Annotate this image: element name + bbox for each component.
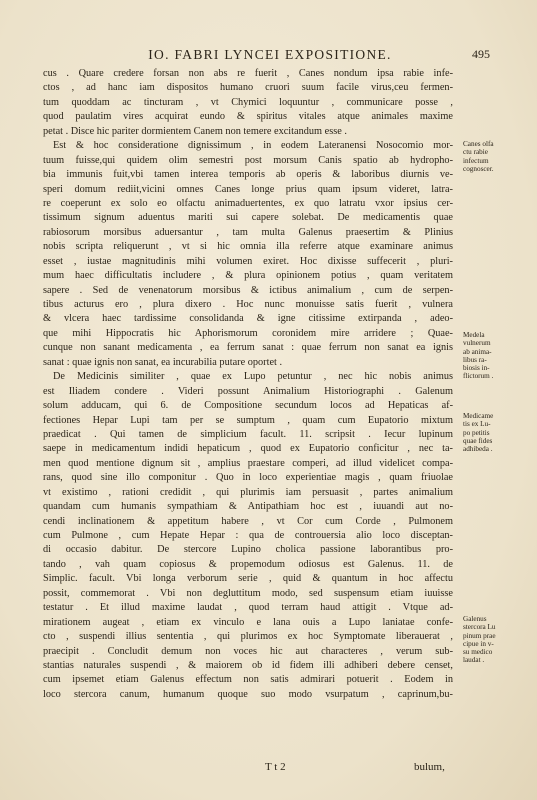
text-line: cum Pulmone , cum Hepate Hepar : qua de controuersia alio loco disceptan-: [43, 530, 453, 541]
margin-note-line: stercora Lu: [463, 623, 496, 632]
margin-note-medela: [463, 331, 533, 381]
text-line: possit, commemorat . Vbi non degluttitum modo, sed suspensum etiam iuuisse: [43, 587, 453, 599]
text-line: mirationem augeat , etiam ex vinculo e lana ouis a Lupo laniatae confe-: [43, 616, 453, 628]
main-text-block: [43, 67, 453, 702]
margin-note-line: cipue in v-: [463, 639, 494, 648]
text-line: cendi inclinationem & appetitum habere , vt Cor cum Corde , Pulmonem: [43, 515, 453, 527]
text-line: Simplic. facult. Vbi longa verborum serie , quid & quantum in hoc affectu: [43, 573, 453, 585]
text-line: De Medicinis similiter , quae ex Lupo petuntur , nec hic nobis animus: [53, 371, 453, 383]
margin-note-line: tis ex Lu-: [463, 420, 491, 429]
margin-note-line: pinum prae: [463, 631, 496, 640]
text-line: sapere . Sed de venenatorum morsibus & ictibus animalium , cum de serpen-: [43, 284, 453, 296]
margin-note-line: libus ra-: [463, 355, 487, 364]
page-number: 495: [472, 47, 490, 61]
text-line: saepe in medicamentum indidi hepaticum , quod ex Eupatorio conficitur , nec ta-: [43, 443, 453, 455]
text-line: fectiones Hepar Lupi tam per se sumptum , quam cum Eupatorio mixtum: [43, 414, 453, 426]
text-line: rans, quod sine illo componitur . Quo in loco experientiae magis , quam friuolae: [43, 472, 453, 484]
text-line: bia immunis fuit,vbi tamen interea temporis ab operis & laboribus diurnis ve-: [43, 169, 453, 181]
margin-note-line: biosis in-: [463, 364, 490, 373]
running-title: IO. FABRI LYNCEI EXPOSITIONE.: [148, 47, 392, 62]
margin-note-line: ctu rabie: [463, 148, 488, 157]
text-line: que mihi Hippocratis hic Aphorismorum coronidem mire arridere ; Quae-: [43, 327, 453, 339]
margin-note-line: quae fides: [463, 436, 493, 445]
text-line: tando , vah quam copiosus & propemodum odiosus est Galenus. 11. de: [43, 558, 453, 570]
text-line: nobis scripta reliquerunt , vt si hic omnia illa referre atque examinare animus: [43, 241, 453, 253]
text-line: tuum fuisse,qui quidem olim semestri post morsum Canis spatio ab hydropho-: [43, 154, 453, 166]
text-line: quandam cum humanis sympathiam & Antipathiam hoc est , iuuandi aut no-: [43, 501, 453, 513]
margin-note-line: su medico: [463, 648, 493, 657]
text-line: re coeperunt ex solo eo olfactu animaduertentes, ex quo latratu vxor ipsius cer-: [43, 197, 453, 209]
text-line: speri domum rediit,vicini omnes Canes longe prius quam ipsum videret, latra-: [43, 183, 453, 195]
margin-note-line: Medela: [463, 331, 485, 339]
text-line: vt existimo , rationi credidit , qui plurimis iam persuasit , partes animalium: [43, 486, 453, 498]
margin-note-line: laudat .: [463, 656, 485, 665]
text-line: quod paulatim vires acquirat eundo & spiritus vitales atque animales maxime: [43, 111, 453, 123]
text-line: stantias naturales suspendi , & maiorem ob id fidem illi adhiberi debere censet,: [43, 659, 453, 671]
text-line: cunque non sanant medicamenta , ea ferrum sanat : quae ferrum non sanat ea ignis: [43, 342, 453, 354]
text-line: cto , suspendi illius sententia , qui plurimos ex hoc Symptomate liberauerat ,: [43, 631, 453, 643]
text-line: men quod mentione dignum sit , amplius praestare comperi, ad illud videlicet compa-: [43, 457, 453, 469]
margin-note-line: Medicame: [463, 412, 494, 420]
text-line: mum haec difficultatis includere , & plura opinionem potius , quam veritatem: [43, 270, 453, 282]
margin-note-line: vulnerum: [463, 339, 491, 348]
margin-note-line: Canes olfa: [463, 140, 494, 148]
text-line: & vlcera haec tardissime consolidanda & igne citissime extirpanda , adeo-: [43, 313, 453, 325]
text-line: Est & hoc consideratione dignissimum , in eodem Lateranensi Nosocomio mor-: [53, 140, 453, 152]
text-line: rabiosorum morsibus aduersantur , tam multa Galenus praesertim & Plinius: [43, 226, 453, 238]
text-line: ctos , ad hanc iam dispositos humano cruori suum facile virus,ceu fermen-: [43, 82, 453, 94]
text-line: testatur . Et illud maxime laudat , quod terram haud attigit . Vtque ad-: [43, 602, 453, 614]
margin-note-line: po petitis: [463, 428, 490, 437]
margin-note-line: infectum: [463, 156, 489, 165]
text-line: praedicat . Qui tamen de simplicium facult. 11. scripsit . Iecur lupinum: [43, 428, 453, 440]
text-line: est Iliadem condere . Videri possunt Animalium Historiographi . Galenum: [43, 385, 453, 397]
text-line: di occasio dabitur. De stercore Lupino cholica passione laborantibus pro-: [43, 544, 453, 556]
margin-note-line: adhibeda .: [463, 445, 493, 454]
text-line: tum quoddam ac tincturam , vt Chymici loquuntur , communicare posse ,: [43, 96, 453, 108]
margin-note-line: flictorum .: [463, 372, 494, 381]
signature-mark: T t 2: [265, 761, 286, 773]
text-line: solum adducam, qui 6. de Compositione secundum locos ad Hepaticas af-: [43, 400, 453, 412]
margin-note-line: Galenus: [463, 615, 487, 623]
text-line: loco stercora canum, humanum quoque suo modo vsurpatum , caprinum,bu-: [43, 688, 453, 700]
text-line: praecipit . Concludit demum non voces hic aut characteres , verum sub-: [43, 645, 453, 657]
text-line: tibus acturus ero , plura dixero . Hoc nunc monuisse satis fuerit , vulnera: [43, 299, 453, 310]
text-line: petat . Disce hic pariter dormientem Canem non temere excitandum esse .: [43, 125, 347, 137]
catchword: bulum,: [414, 761, 445, 773]
margin-note-line: ab anima-: [463, 347, 492, 356]
margin-note-line: cognoscer.: [463, 164, 494, 173]
text-line: cum ipsemet etiam Galenus effectum non satis admirari potuerit . Eodem in: [43, 674, 453, 686]
margin-note-medicamentis: [463, 412, 533, 453]
margin-note-canes: [463, 140, 533, 173]
text-line: sanat : quae ignis non sanat, ea incurabilia putare oportet .: [43, 356, 283, 368]
margin-note-galenus: [463, 615, 533, 665]
text-line: esset , iustae magnitudinis mihi volumen exiret. Hoc dixisse suffecerit , pluri-: [43, 255, 453, 267]
text-line: tissimum signum aduentus mariti sui capere solebat. De medicamentis quae: [43, 212, 453, 224]
text-line: cus . Quare credere forsan non abs re fuerit , Canes nondum ipsa rabie infe-: [43, 68, 453, 79]
